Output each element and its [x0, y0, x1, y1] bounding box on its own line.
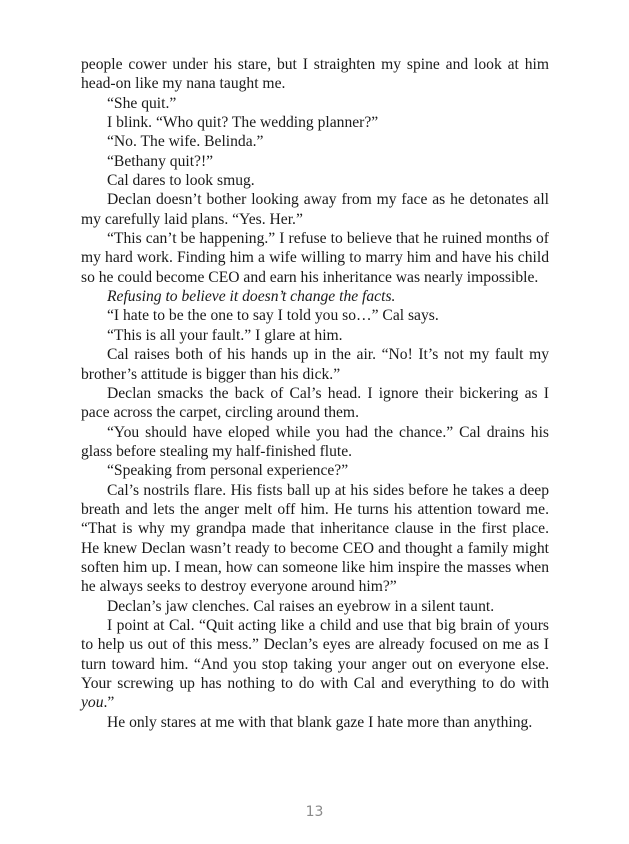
paragraph-text: “No. The wife. Belinda.”	[107, 133, 264, 151]
paragraph-10	[81, 326, 549, 345]
paragraph-text: “You should have eloped while you had the chance.” Cal drains his glass before stealing my half-finished flute.	[81, 423, 549, 460]
paragraph-0	[81, 55, 549, 94]
paragraph-1	[81, 94, 549, 113]
paragraph-text: He only stares at me with that blank gaze I hate more than anything.	[107, 713, 533, 731]
paragraph-text: Cal’s nostrils flare. His fists ball up at his sides before he takes a deep breath and lets the anger melt off him. He turns his attention toward me. “That is why my grandpa made that inheritance clause in the first place. He knew Declan wasn’t ready to become CEO and thought a family might soften him up. I mean, how can someone like him inspire the masses when he always seeks to destroy everyone around him?”	[81, 481, 549, 596]
paragraph-5	[81, 171, 549, 190]
paragraph-text: “This is all your fault.” I glare at him.	[107, 326, 343, 344]
paragraph-7	[81, 229, 549, 287]
paragraph-text: Cal dares to look smug.	[107, 172, 255, 190]
paragraph-text: people cower under his stare, but I straighten my spine and look at him head-on like my nana taught me.	[81, 56, 549, 93]
paragraph-text: I blink. “Who quit? The wedding planner?”	[107, 114, 379, 132]
paragraph-text: “I hate to be the one to say I told you so…” Cal says.	[107, 307, 439, 325]
paragraph-text: .”	[103, 694, 115, 712]
paragraph-17	[81, 616, 549, 713]
book-page-text	[81, 55, 549, 732]
paragraph-text: “She quit.”	[107, 94, 177, 112]
paragraph-16	[81, 597, 549, 616]
paragraph-text: Declan doesn’t bother looking away from my face as he detonates all my carefully laid plans. “Yes. Her.”	[81, 191, 549, 228]
paragraph-6	[81, 190, 549, 229]
paragraph-14	[81, 461, 549, 480]
italic-emphasis: you	[81, 694, 104, 712]
paragraph-text: “Speaking from personal experience?”	[107, 462, 349, 480]
paragraph-3	[81, 132, 549, 151]
paragraph-15	[81, 481, 549, 597]
page-number: 13	[305, 804, 324, 820]
paragraph-2	[81, 113, 549, 132]
paragraph-12	[81, 384, 549, 423]
paragraph-text: I point at Cal. “Quit acting like a child and use that big brain of yours to help us out of this mess.” Declan’s eyes are already focused on me as I turn toward him. “And you stop taking your anger out on everyone else. Your screwing up has nothing to do with Cal and everything to do with	[81, 616, 549, 692]
paragraph-text: Cal raises both of his hands up in the air. “No! It’s not my fault my brother’s attitude is bigger than his dick.”	[81, 346, 549, 383]
paragraph-text: “Bethany quit?!”	[107, 152, 214, 170]
paragraph-13	[81, 423, 549, 462]
paragraph-18	[81, 713, 549, 732]
paragraph-text: Declan’s jaw clenches. Cal raises an eyebrow in a silent taunt.	[107, 597, 495, 615]
paragraph-text: Declan smacks the back of Cal’s head. I ignore their bickering as I pace across the carpet, circling around them.	[81, 384, 549, 422]
paragraph-text: “This can’t be happening.” I refuse to believe that he ruined months of my hard work. Finding him a wife willing to marry him and have his child so he could become CEO and earn his inheritance was nearly impossible.	[81, 230, 549, 286]
paragraph-4	[81, 152, 549, 171]
paragraph-8	[81, 287, 549, 306]
paragraph-9	[81, 306, 549, 325]
italic-thought: Refusing to believe it doesn’t change the facts.	[107, 288, 396, 306]
paragraph-11	[81, 345, 549, 384]
